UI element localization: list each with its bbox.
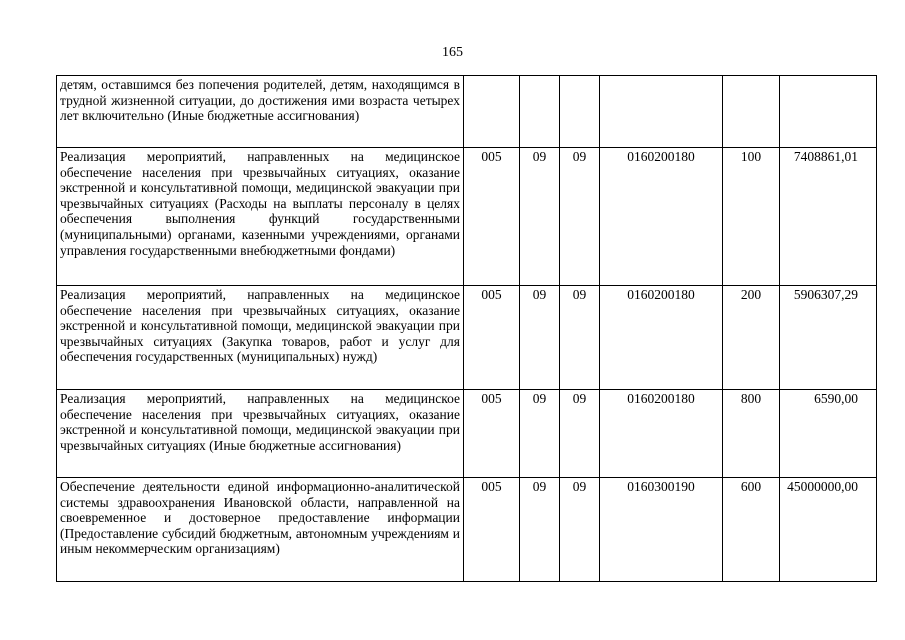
- ministry-code: 005: [464, 478, 520, 582]
- ministry-code: 005: [464, 390, 520, 478]
- ministry-code: 005: [464, 286, 520, 390]
- subsection-code: 09: [560, 478, 600, 582]
- expense-type-code: 800: [723, 390, 780, 478]
- target-article-code: 0160200180: [600, 390, 723, 478]
- expense-description: детям, оставшимся без попечения родителей, детям, находящимся в трудной жизненной ситуации, до достижения ими возраста четырех лет включительно (Иные бюджетные ассигнования): [57, 76, 464, 148]
- amount-value: 6590,00: [780, 390, 877, 478]
- target-article-code: 0160200180: [600, 286, 723, 390]
- expense-type-code: 100: [723, 148, 780, 286]
- subsection-code: 09: [560, 286, 600, 390]
- section-code: [520, 76, 560, 148]
- section-code: 09: [520, 390, 560, 478]
- subsection-code: [560, 76, 600, 148]
- amount-value: 45000000,00: [780, 478, 877, 582]
- subsection-code: 09: [560, 148, 600, 286]
- subsection-code: 09: [560, 390, 600, 478]
- section-code: 09: [520, 286, 560, 390]
- ministry-code: [464, 76, 520, 148]
- table-row: [57, 478, 877, 582]
- table-row: [57, 148, 877, 286]
- expense-description: Обеспечение деятельности единой информационно-аналитической системы здравоохранения Ивановской области, направленной на своевременное и достоверное предоставление информации (Предоставление субсидий бюджетным, автономным учреждениям и иным некоммерческим организациям): [57, 478, 464, 582]
- expense-description: Реализация мероприятий, направленных на медицинское обеспечение населения при чрезвычайных ситуациях, оказание экстренной и консультативной помощи, медицинской эвакуации при чрезвычайных ситуациях (Закупка товаров, работ и услуг для обеспечения государственных (муниципальных) нужд): [57, 286, 464, 390]
- section-code: 09: [520, 148, 560, 286]
- amount-value: 5906307,29: [780, 286, 877, 390]
- expense-type-code: [723, 76, 780, 148]
- target-article-code: 0160200180: [600, 148, 723, 286]
- target-article-code: 0160300190: [600, 478, 723, 582]
- amount-value: [780, 76, 877, 148]
- table-row: [57, 286, 877, 390]
- expense-description: Реализация мероприятий, направленных на медицинское обеспечение населения при чрезвычайных ситуациях, оказание экстренной и консультативной помощи, медицинской эвакуации при чрезвычайных ситуациях (Расходы на выплаты персоналу в целях обеспечения выполнения функций государственными (муниципальными) органами, казенными учреждениями, органами управления государственными внебюджетными фондами): [57, 148, 464, 286]
- expense-type-code: 200: [723, 286, 780, 390]
- target-article-code: [600, 76, 723, 148]
- expense-type-code: 600: [723, 478, 780, 582]
- amount-value: 7408861,01: [780, 148, 877, 286]
- expense-description: Реализация мероприятий, направленных на медицинское обеспечение населения при чрезвычайных ситуациях, оказание экстренной и консультативной помощи, медицинской эвакуации при чрезвычайных ситуациях (Иные бюджетные ассигнования): [57, 390, 464, 478]
- budget-table: [56, 75, 877, 582]
- page-number: 165: [442, 45, 463, 60]
- table-row: [57, 76, 877, 148]
- ministry-code: 005: [464, 148, 520, 286]
- section-code: 09: [520, 478, 560, 582]
- table-row: [57, 390, 877, 478]
